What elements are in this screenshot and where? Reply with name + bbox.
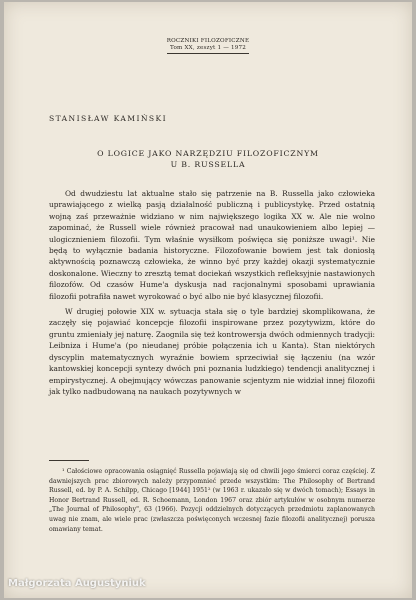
journal-page [4,2,412,598]
author-name: STANISŁAW KAMIŃSKI [49,114,167,123]
journal-header [4,38,412,54]
journal-name: ROCZNIKI FILOZOFICZNE [166,38,250,44]
paragraph-1: Od dwudziestu lat aktualne stało się patrzenie na B. Russella jako człowieka uprawiającego z wielką pasją działalność publiczną i publicystykę. Przed ostatnią wojną zaś przeważnie widziano w nim największego logika XX w. Ale nie wolno zapominać, że Russell wiele również pracował nad unaukowieniem albo lepiej — ulogicznieniem filozofii. Tym właśnie wysiłkom poświęca się poniższe uwagi¹. Nie będą to wyłącznie badania historyczne. Filozofowanie bowiem jest tak doniosłą aktywnością poznawczą człowieka, że winno być przy każdej okazji systematycznie doskonalone. Wieczny to zresztą temat dociekań wszystkich refleksyjnie nastawionych filozofów. Od czasów Hume'a dyskusja nad racjonalnymi sposobami uprawiania filozofii potrafiła nawet wyrokować o być albo nie być klasycznej filozofii. [49,189,375,301]
journal-volume: Tom XX, zeszyt 1 — 1972 [169,45,247,51]
paragraph-2: W drugiej połowie XIX w. sytuacja stała się o tyle bardziej skomplikowana, że zaczęły się pojawiać koncepcje filozofii inspirowane przez pozytywizm, które do gruntu zmieniały jej naturę. Zaognila się też kontrowersja dwóch odmiennych tradycji: Leibniza i Hume'a (po nieudanej próbie połączenia ich u Kanta). Stan niektórych dyscyplin matematycznych wyraźnie bowiem sprzeciwiał się łączeniu (na wzór kantowskiej koncepcji syntezy dwóch pni poznania ludzkiego) tendencji analitycznej i empirystycznej. A obejmujący wówczas panowanie scjentyzm nie widział innej filozofii jak tylko nadbudowaną na naukach pozytywnych w [49,307,375,396]
article-title [4,148,412,170]
title-line-2: U B. RUSSELLA [170,160,246,169]
footnote-rule [49,460,89,461]
footnote [49,467,375,534]
watermark: Małgorzata Augustyniuk [8,578,146,589]
article-body [49,188,375,397]
header-rule [167,53,249,54]
title-line-1: O LOGICE JAKO NARZĘDZIU FILOZOFICZNYM [97,149,319,158]
footnote-1: ¹ Całościowe opracowania osiągnięć Russella pojawiają się od chwili jego śmierci coraz częściej. Z dawniejszych prac zbiorowych należy przypomnieć przede wszystkim: The Philosophy of Bertrand Russell, ed. by P. A. Schilpp, Chicago [1944] 1951² (w 1963 r. ukazało się w dwóch tomach); Essays in Honor Bertrand Russell, ed. R. Schoemann, London 1967 oraz zbiór artykułów w osobnym numerze „The Journal of Philosophy", 63 (1966). Pozycji oddzielnych dotyczących przedmiotu zaplanowanych uwag nie znam, ale wiele prac (zwłaszcza poświęconych wczesnej fazie filozofii analitycznej) porusza omawiany temat. [49,468,375,533]
